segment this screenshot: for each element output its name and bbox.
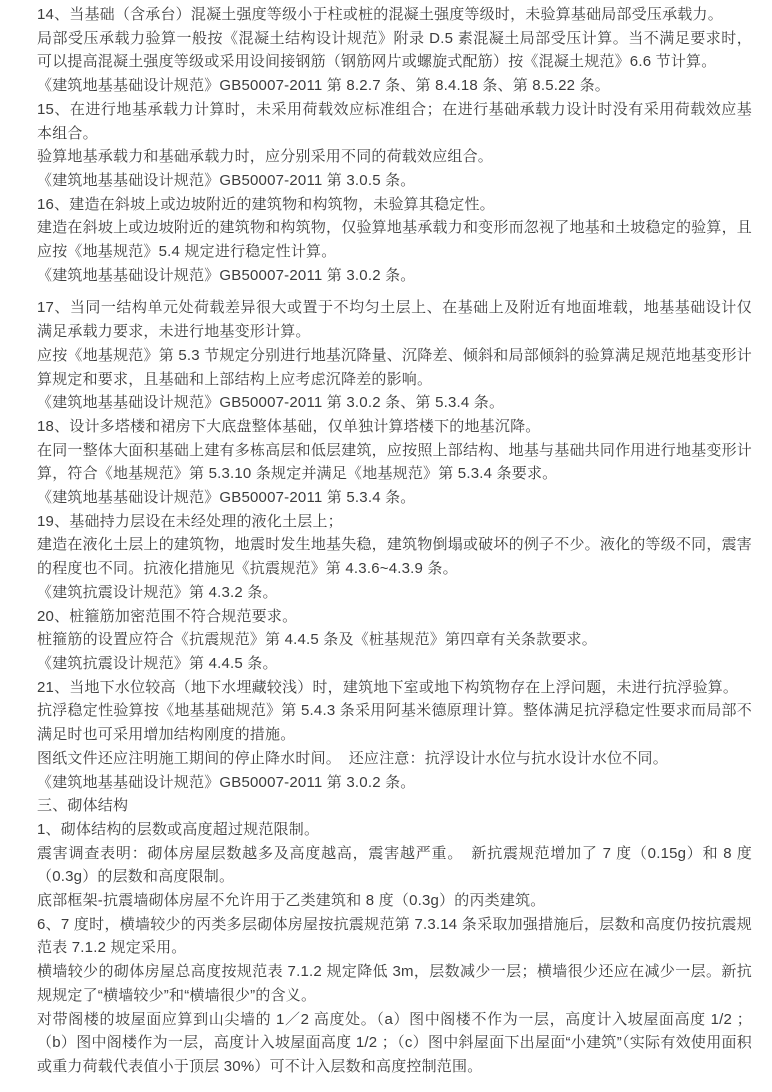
paragraph-body: 图纸文件还应注明施工期间的停止降水时间。 还应注意：抗浮设计水位与抗水设计水位不同。 (37, 749, 668, 767)
paragraph-body: 桩箍筋的设置应符合《抗震规范》第 4.4.5 条及《桩基规范》第四章有关条款要求。 (37, 631, 597, 649)
paragraph-ref: 《建筑地基基础设计规范》GB50007-2011 第 3.0.2 条。 (37, 773, 416, 791)
paragraph-item: 15、在进行地基承载力计算时，未采用荷载效应标准组合；在进行基础承载力设计时没有采用荷载效应基本组合。 (37, 100, 752, 142)
paragraph-item: 1、砌体结构的层数或高度超过规范限制。 (37, 820, 320, 838)
paragraph-body: 横墙较少的砌体房屋总高度按规范表 7.1.2 规定降低 3m，层数减少一层；横墙很少还应在减少一层。新抗规规定了“横墙较少”和“横墙很少”的含义。 (37, 963, 752, 1004)
paragraph-ref: 《建筑地基基础设计规范》GB50007-2011 第 5.3.4 条。 (37, 489, 416, 507)
paragraph-body: 应按《地基规范》第 5.3 节规定分别进行地基沉降量、沉降差、倾斜和局部倾斜的验算满足规范地基变形计算规定和要求，且基础和上部结构上应考虑沉降差的影响。 (37, 346, 752, 388)
paragraph-body: 验算地基承载力和基础承载力时，应分别采用不同的荷载效应组合。 (37, 148, 494, 166)
paragraph-item: 19、基础持力层设在未经处理的液化土层上； (37, 512, 343, 530)
paragraph-heading: 三、砌体结构 (37, 797, 129, 815)
paragraph-body: 抗浮稳定性验算按《地基基础规范》第 5.4.3 条采用阿基米德原理计算。整体满足抗浮稳定性要求而局部不满足时也可采用增加结构刚度的措施。 (37, 702, 752, 744)
paragraph-item: 16、建造在斜坡上或边坡附近的建筑物和构筑物，未验算其稳定性。 (37, 195, 495, 213)
paragraph-body: 建造在斜坡上或边坡附近的建筑物和构筑物，仅验算地基承载力和变形而忽视了地基和土坡稳定的验算，且应按《地基规范》5.4 规定进行稳定性计算。 (37, 219, 752, 261)
paragraph-body: 建造在液化土层上的建筑物，地震时发生地基失稳，建筑物倒塌或破坏的例子不少。液化的等级不同，震害的程度也不同。抗液化措施见《抗震规范》第 4.3.6~4.3.9 条。 (37, 536, 752, 578)
paragraph-item: 17、当同一结构单元处荷载差异很大或置于不均匀土层上、在基础上及附近有地面堆载，地基基础设计仅满足承载力要求，未进行地基变形计算。 (37, 299, 752, 341)
paragraph-ref: 《建筑抗震设计规范》第 4.3.2 条。 (37, 583, 278, 601)
paragraph-body: 对带阁楼的坡屋面应算到山尖墙的 1／2 高度处。（a）图中阁楼不作为一层，高度计入坡屋面高度 1/2 ；（b）图中阁楼作为一层，高度计入坡屋面高度 1/2 ；（c）图中斜屋面下出屋面“小建筑”（实际有效使用面积或重力荷载代表值小于顶层 30%）可不计入层数和高度控制范围。 (37, 1010, 752, 1075)
paragraph-ref: 《建筑地基基础设计规范》GB50007-2011 第 3.0.5 条。 (37, 171, 416, 189)
paragraph-item: 14、当基础（含承台）混凝土强度等级小于柱或桩的混凝土强度等级时，未验算基础局部受压承载力。 (37, 6, 723, 23)
paragraph-ref: 《建筑抗震设计规范》第 4.4.5 条。 (37, 654, 278, 672)
paragraph-body: 震害调查表明：砌体房屋层数越多及高度越高，震害越严重。 新抗震规范增加了 7 度（0.15g）和 8 度（0.3g）的层数和高度限制。 (37, 844, 752, 886)
paragraph-ref: 《建筑地基基础设计规范》GB50007-2011 第 8.2.7 条、第 8.4.18 条、第 8.5.22 条。 (37, 77, 610, 95)
paragraph-item: 21、当地下水位较高（地下水埋藏较浅）时，建筑地下室或地下构筑物存在上浮问题，未进行抗浮验算。 (37, 678, 739, 696)
paragraph-body: 在同一整体大面积基础上建有多栋高层和低层建筑，应按照上部结构、地基与基础共同作用进行地基变形计算，符合《地基规范》第 5.3.10 条规定并满足《地基规范》第 5.3.4 条要求。 (37, 441, 752, 483)
paragraph-body: 底部框架-抗震墙砌体房屋不允许用于乙类建筑和 8 度（0.3g）的丙类建筑。 (37, 892, 546, 910)
paragraph-ref: 《建筑地基基础设计规范》GB50007-2011 第 3.0.2 条。 (37, 266, 416, 284)
paragraph-item: 6、7 度时，横墙较少的丙类多层砌体房屋按抗震规范第 7.3.14 条采取加强措施后，层数和高度仍按抗震规范表 7.1.2 规定采用。 (37, 915, 752, 957)
paragraph-ref: 《建筑地基基础设计规范》GB50007-2011 第 3.0.2 条、第 5.3.4 条。 (37, 394, 505, 412)
paragraph-spacer (37, 287, 752, 296)
paragraph-item: 18、设计多塔楼和裙房下大底盘整体基础，仅单独计算塔楼下的地基沉降。 (37, 417, 541, 435)
paragraph-body: 局部受压承载力验算一般按《混凝土结构设计规范》附录 D.5 素混凝土局部受压计算。当不满足要求时，可以提高混凝土强度等级或采用设间接钢筋（钢筋网片或螺旋式配筋）按《混凝土规范》6.6 节计算。 (37, 29, 752, 71)
paragraph-item: 20、桩箍筋加密范围不符合规范要求。 (37, 607, 298, 625)
